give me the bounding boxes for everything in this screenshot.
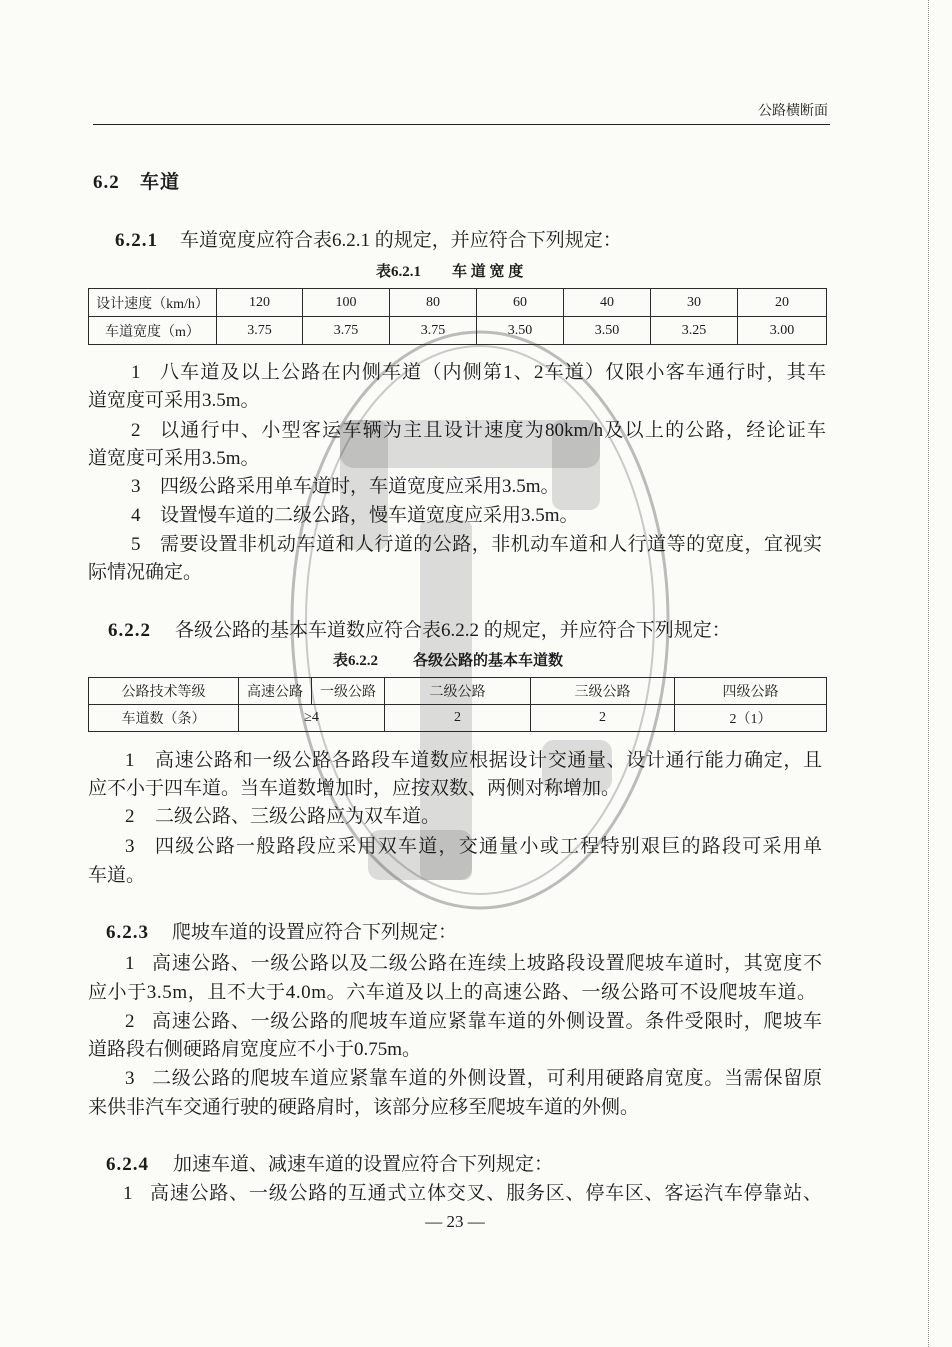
table-cell: 120 [217,289,303,317]
section-number: 6.2 [93,172,120,193]
clause-number: 6.2.2 [108,620,151,641]
table-cell: 2 [385,705,531,732]
clause-text: 各级公路的基本车道数应符合表6.2.2 的规定，并应符合下列规定： [175,620,731,641]
list-item-line: 八车道及以上公路在内侧车道（内侧第1、2车道）仅限小客车通行时，其车 [160,362,826,383]
list-item-number: 3 [131,476,141,497]
list-item-line: 二级公路、三级公路应为双车道。 [155,806,441,827]
table-cell: 100 [303,289,390,317]
running-title: 公路横断面 [758,104,828,119]
table-row-label: 车道数（条） [89,705,239,732]
table-row [89,705,827,732]
list-item-line: 高速公路和一级公路各路段车道数应根据设计交通量、设计通行能力确定，且 [155,750,822,771]
table-cell: 2 [531,705,675,732]
list-item-number: 3 [125,836,135,857]
clause-number: 6.2.1 [115,230,158,251]
table-header-cell: 四级公路 [675,678,827,705]
table-row-label: 设计速度（km/h） [89,289,217,317]
list-item-line: 四级公路采用单车道时，车道宽度应采用3.5m。 [160,476,560,497]
table-row [89,289,827,317]
list-item-line: 道路段右侧硬路肩宽度应不小于0.75m。 [88,1039,422,1060]
table-cell: 60 [477,289,564,317]
table-cell: 80 [390,289,477,317]
list-item-line: 来供非汽车交通行驶的硬路肩时，该部分应移至爬坡车道的外侧。 [88,1097,640,1118]
list-item-line: 车道。 [88,865,146,886]
table-caption-number: 表6.2.1 [376,264,422,280]
list-item-number: 1 [125,953,135,974]
table-cell: 30 [651,289,738,317]
table-cell: 3.75 [390,317,477,345]
table-row-label: 车道宽度（m） [89,317,217,345]
table-cell: 3.75 [217,317,303,345]
list-item-line: 设置慢车道的二级公路，慢车道宽度应采用3.5m。 [160,505,579,526]
table-header-cell: 二级公路 [385,678,531,705]
table-header-cell: 一级公路 [312,678,385,705]
table-row [89,317,827,345]
clause-number: 6.2.4 [106,1154,149,1175]
list-item-line: 应小于3.5m，且不大于4.0m。六车道及以上的高速公路、一级公路可不设爬坡车道。 [88,982,817,1003]
table-cell: 3.25 [651,317,738,345]
scan-edge-line [928,0,929,1347]
table-cell: 3.50 [564,317,651,345]
lane-width-table [88,288,827,345]
table-row [89,678,827,705]
table-cell: ≥4 [239,705,385,732]
table-cell: 3.00 [738,317,827,345]
list-item-line: 道宽度可采用3.5m。 [88,448,260,469]
list-item-number: 2 [125,806,135,827]
table-cell: 2（1） [675,705,827,732]
list-item-line: 以通行中、小型客运车辆为主且设计速度为80km/h及以上的公路，经论证车 [160,420,826,441]
list-item-number: 5 [131,534,141,555]
basic-lane-count-table [88,677,827,732]
header-rule [93,124,830,125]
list-item-line: 应不小于四车道。当车道数增加时，应按双数、两侧对称增加。 [88,778,621,799]
table-header-cell: 高速公路 [239,678,312,705]
list-item-line: 四级公路一般路段应采用双车道，交通量小或工程特别艰巨的路段可采用单 [155,836,822,857]
list-item-number: 1 [131,362,141,383]
clause-text: 车道宽度应符合表6.2.1 的规定，并应符合下列规定： [180,230,622,251]
table-caption-title: 车 道 宽 度 [452,264,524,280]
table-caption-number: 表6.2.2 [333,653,379,669]
list-item-line: 二级公路的爬坡车道应紧靠车道的外侧设置，可利用硬路肩宽度。当需保留原 [152,1068,822,1089]
list-item-number: 3 [125,1068,135,1089]
table-cell: 3.50 [477,317,564,345]
table-cell: 3.75 [303,317,390,345]
list-item-line: 际情况确定。 [88,562,203,583]
clause-text: 爬坡车道的设置应符合下列规定： [172,922,458,943]
list-item-line: 道宽度可采用3.5m。 [88,390,260,411]
list-item-line: 高速公路、一级公路的爬坡车道应紧靠车道的外侧设置。条件受限时，爬坡车 [152,1011,822,1032]
table-cell: 40 [564,289,651,317]
list-item-line: 高速公路、一级公路的互通式立体交叉、服务区、停车区、客运汽车停靠站、 [150,1183,822,1204]
table-header-cell: 公路技术等级 [89,678,239,705]
table-caption-title: 各级公路的基本车道数 [413,653,564,669]
list-item-number: 2 [125,1011,135,1032]
clause-text: 加速车道、减速车道的设置应符合下列规定： [173,1154,554,1175]
section-title: 车道 [140,172,181,193]
table-header-cell: 三级公路 [531,678,675,705]
list-item-number: 1 [123,1183,133,1204]
clause-number: 6.2.3 [106,922,149,943]
list-item-number: 1 [125,750,135,771]
list-item-line: 需要设置非机动车道和人行道的公路，非机动车道和人行道等的宽度，宜视实 [160,534,822,555]
list-item-number: 4 [131,505,141,526]
list-item-number: 2 [131,420,141,441]
table-cell: 20 [738,289,827,317]
list-item-line: 高速公路、一级公路以及二级公路在连续上坡路段设置爬坡车道时，其宽度不 [152,953,822,974]
page-number: — 23 — [425,1212,485,1231]
